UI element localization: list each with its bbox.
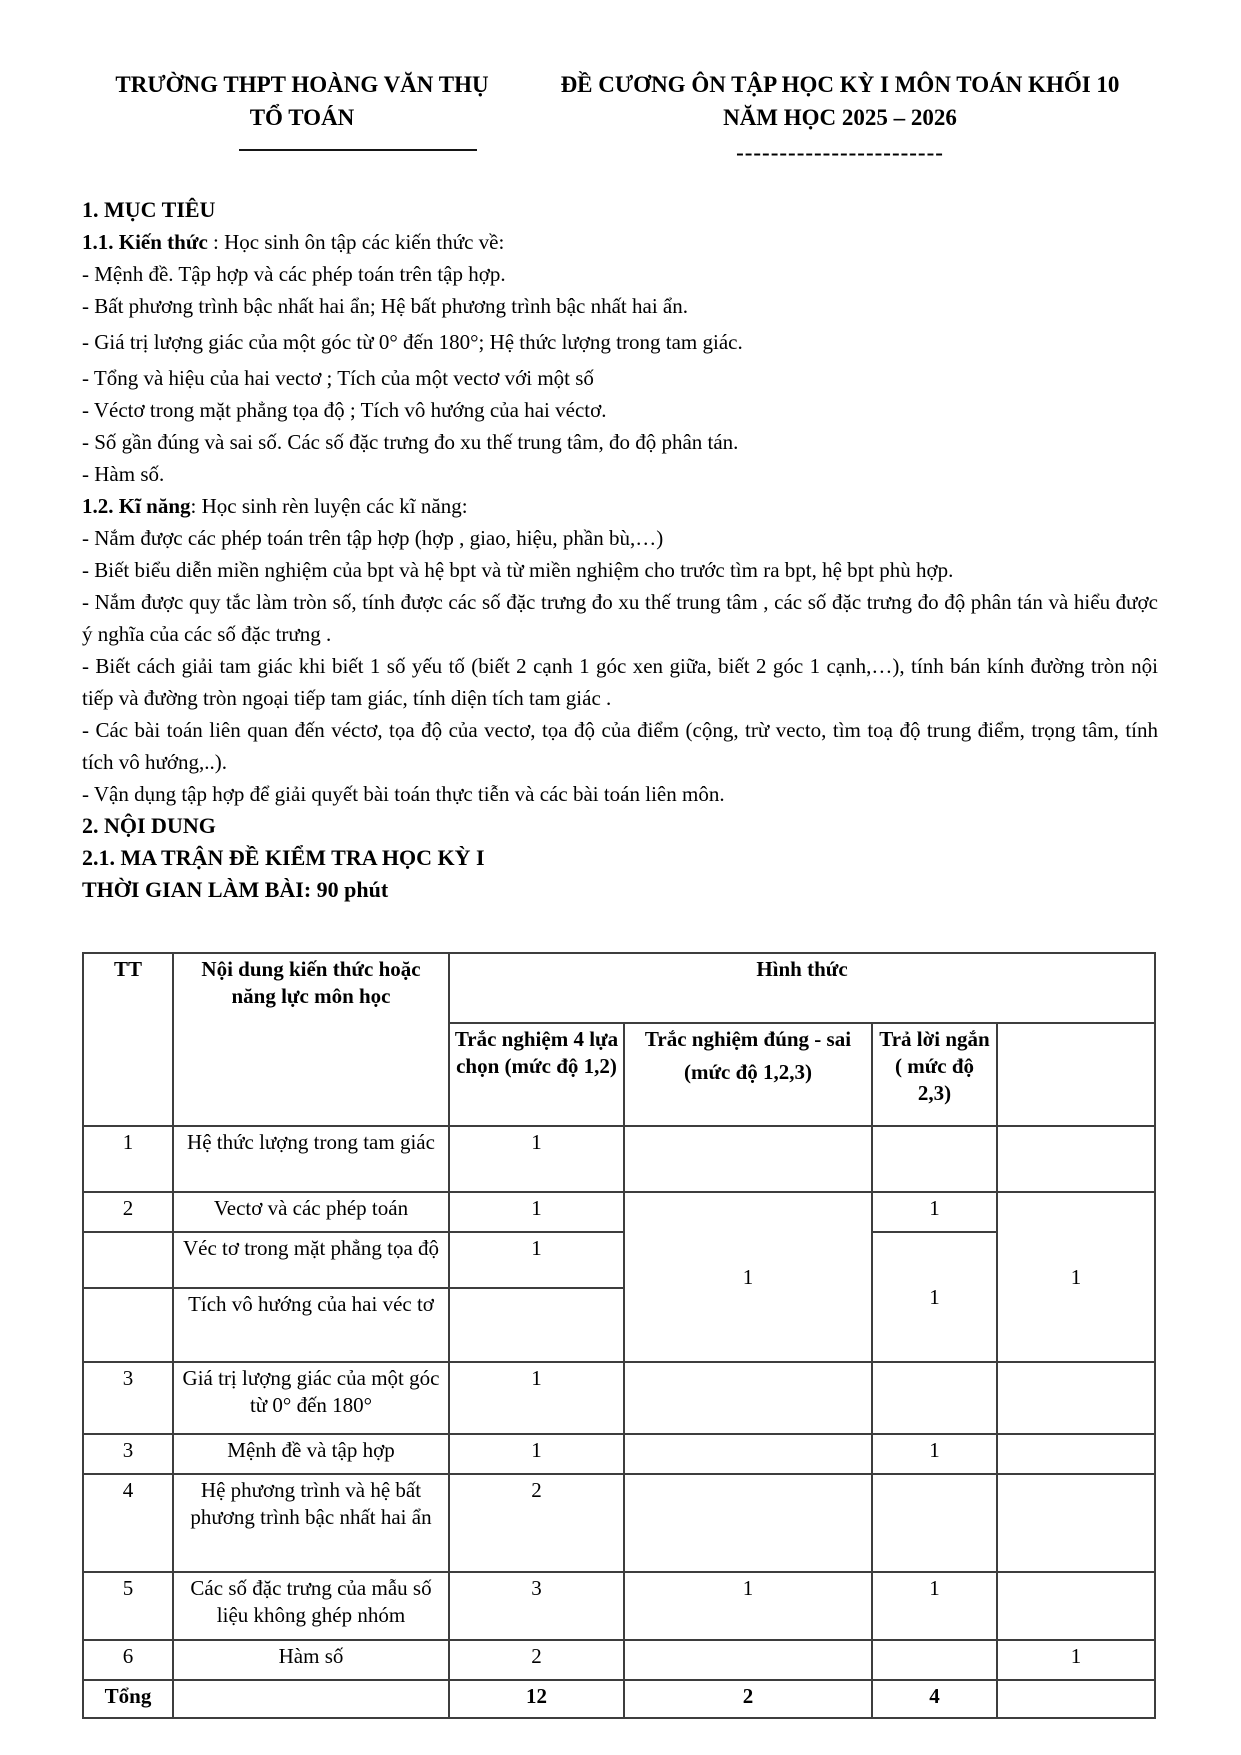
knowledge-intro: : Học sinh ôn tập các kiến thức về: xyxy=(207,230,505,254)
cell-content: Vectơ và các phép toán xyxy=(173,1192,449,1232)
cell-mc4: 1 xyxy=(449,1126,624,1192)
cell-sa: 1 xyxy=(872,1572,997,1640)
cell-content: Véc tơ trong mặt phẳng tọa độ xyxy=(173,1232,449,1288)
table-row xyxy=(83,1362,1155,1434)
table-row xyxy=(83,1232,1155,1288)
cell-content: Hệ thức lượng trong tam giác xyxy=(173,1126,449,1192)
section-2-heading: 2. NỘI DUNG xyxy=(82,813,216,838)
cell-total-tf: 2 xyxy=(624,1680,872,1718)
cell-other xyxy=(997,1474,1155,1572)
table-row xyxy=(83,1640,1155,1680)
cell-sa: 1 xyxy=(872,1192,997,1232)
skills-item: - Nắm được các phép toán trên tập hợp (hợp , giao, hiệu, phần bù,…) xyxy=(82,526,664,550)
table-row xyxy=(83,1126,1155,1192)
skills-item: - Vận dụng tập hợp để giải quyết bài toán thực tiễn và các bài toán liên môn. xyxy=(82,782,725,806)
cell-tt: 4 xyxy=(83,1474,173,1572)
cell-tf xyxy=(624,1362,872,1434)
table-row xyxy=(83,1474,1155,1572)
cell-tf: 1 xyxy=(624,1572,872,1640)
table-row xyxy=(83,1572,1155,1640)
cell-tt xyxy=(83,1232,173,1288)
cell-tf xyxy=(624,1640,872,1680)
table-header-row-1 xyxy=(83,953,1155,1023)
knowledge-label: 1.1. Kiến thức xyxy=(82,230,208,254)
cell-tf-merged: 1 xyxy=(624,1192,872,1362)
skills-item: - Biết biểu diễn miền nghiệm của bpt và hệ bpt và từ miền nghiệm cho trước tìm ra bpt, hệ bpt phù hợp. xyxy=(82,558,954,582)
short-answer-title: Trả lời ngắn xyxy=(879,1027,990,1051)
cell-content: Hệ phương trình và hệ bất phương trình bậc nhất hai ẩn xyxy=(173,1474,449,1572)
cell-mc4: 1 xyxy=(449,1232,624,1288)
cell-mc4 xyxy=(449,1288,624,1362)
header-cell-true-false xyxy=(624,1023,872,1126)
skills-label: 1.2. Kĩ năng xyxy=(82,494,191,518)
knowledge-item: - Hàm số. xyxy=(82,462,165,486)
document-body xyxy=(82,194,1158,906)
document-title: ĐỀ CƯƠNG ÔN TẬP HỌC KỲ I MÔN TOÁN KHỐI 10 xyxy=(560,72,1120,97)
knowledge-item: - Véctơ trong mặt phẳng tọa độ ; Tích vô hướng của hai véctơ. xyxy=(82,398,607,422)
header-cell-blank xyxy=(997,1023,1155,1126)
cell-other xyxy=(997,1572,1155,1640)
cell-content: Mệnh đề và tập hợp xyxy=(173,1434,449,1474)
header-cell-format-group: Hình thức xyxy=(449,953,1155,1023)
cell-sa xyxy=(872,1362,997,1434)
cell-mc4: 1 xyxy=(449,1362,624,1434)
exam-matrix-table xyxy=(82,952,1156,1719)
cell-sa xyxy=(872,1126,997,1192)
school-year: NĂM HỌC 2025 – 2026 xyxy=(723,105,957,130)
header-cell-content: Nội dung kiến thức hoặc năng lực môn học xyxy=(173,953,449,1126)
short-answer-levels: ( mức độ 2,3) xyxy=(894,1054,975,1105)
skills-item: - Biết cách giải tam giác khi biết 1 số yếu tố (biết 2 cạnh 1 góc xen giữa, biết 2 góc 1 cạnh,…), tính bán kính đường tròn nội tiếp và đường tròn ngoại tiếp tam giác, tính diện tích tam giác . xyxy=(82,654,1158,710)
section-1-heading: 1. MỤC TIÊU xyxy=(82,197,216,222)
cell-content: Các số đặc trưng của mẫu số liệu không ghép nhóm xyxy=(173,1572,449,1640)
knowledge-intro-line xyxy=(82,226,1158,258)
cell-content: Hàm số xyxy=(173,1640,449,1680)
skills-intro: : Học sinh rèn luyện các kĩ năng: xyxy=(190,494,468,518)
cell-other xyxy=(997,1126,1155,1192)
cell-mc4: 2 xyxy=(449,1640,624,1680)
cell-other xyxy=(997,1434,1155,1474)
document-header xyxy=(82,68,1158,168)
cell-sa xyxy=(872,1474,997,1572)
cell-total-label: Tổng xyxy=(83,1680,173,1718)
department-name: TỔ TOÁN xyxy=(249,105,355,130)
cell-tf xyxy=(624,1474,872,1572)
cell-other-merged: 1 xyxy=(997,1192,1155,1362)
cell-other xyxy=(997,1362,1155,1434)
skills-item: - Các bài toán liên quan đến véctơ, tọa độ của vectơ, tọa độ của điểm (cộng, trừ vecto, tìm toạ độ trung điểm, trọng tâm, tính tích vô hướng,..). xyxy=(82,718,1158,774)
cell-total-other xyxy=(997,1680,1155,1718)
cell-tt: 5 xyxy=(83,1572,173,1640)
cell-tt xyxy=(83,1288,173,1362)
cell-tf xyxy=(624,1434,872,1474)
header-cell-tt: TT xyxy=(83,953,173,1126)
cell-mc4: 1 xyxy=(449,1434,624,1474)
cell-sa-merged: 1 xyxy=(872,1232,997,1362)
cell-total-sa: 4 xyxy=(872,1680,997,1718)
cell-tt: 3 xyxy=(83,1434,173,1474)
cell-tt: 1 xyxy=(83,1126,173,1192)
knowledge-item: - Số gần đúng và sai số. Các số đặc trưng đo xu thế trung tâm, đo độ phân tán. xyxy=(82,430,739,454)
cell-tf xyxy=(624,1126,872,1192)
cell-mc4: 2 xyxy=(449,1474,624,1572)
cell-total-content xyxy=(173,1680,449,1718)
cell-sa: 1 xyxy=(872,1434,997,1474)
cell-mc4: 1 xyxy=(449,1192,624,1232)
cell-tt: 2 xyxy=(83,1192,173,1232)
section-2-1-heading: 2.1. MA TRẬN ĐỀ KIỂM TRA HỌC KỲ I xyxy=(82,845,485,870)
header-title-block xyxy=(522,68,1158,168)
table-total-row xyxy=(83,1680,1155,1718)
cell-tt: 3 xyxy=(83,1362,173,1434)
header-underline xyxy=(239,149,477,151)
cell-other: 1 xyxy=(997,1640,1155,1680)
cell-content: Giá trị lượng giác của một góc từ 0° đến 180° xyxy=(173,1362,449,1434)
knowledge-item: - Tổng và hiệu của hai vectơ ; Tích của một vectơ với một số xyxy=(82,366,594,390)
knowledge-item: - Mệnh đề. Tập hợp và các phép toán trên tập hợp. xyxy=(82,262,506,286)
knowledge-item: - Bất phương trình bậc nhất hai ẩn; Hệ bất phương trình bậc nhất hai ẩn. xyxy=(82,294,688,318)
header-school-block xyxy=(82,68,522,168)
skills-intro-line xyxy=(82,490,1158,522)
skills-item: - Nắm được quy tắc làm tròn số, tính được các số đặc trưng đo xu thế trung tâm , các số đặc trưng đo độ phân tán và hiểu được ý nghĩa của các số đặc trưng . xyxy=(82,590,1158,646)
table-row xyxy=(83,1434,1155,1474)
true-false-levels: (mức độ 1,2,3) xyxy=(683,1060,813,1084)
cell-content: Tích vô hướng của hai véc tơ xyxy=(173,1288,449,1362)
cell-total-mc4: 12 xyxy=(449,1680,624,1718)
school-name: TRƯỜNG THPT HOÀNG VĂN THỤ xyxy=(115,72,489,97)
header-cell-short-answer xyxy=(872,1023,997,1126)
true-false-title: Trắc nghiệm đúng - sai xyxy=(644,1027,852,1051)
knowledge-item: - Giá trị lượng giác của một góc từ 0° đến 180°; Hệ thức lượng trong tam giác. xyxy=(82,330,743,354)
table-row xyxy=(83,1192,1155,1232)
dashed-divider: ------------------------ xyxy=(736,140,944,165)
cell-sa xyxy=(872,1640,997,1680)
header-cell-mc4: Trắc nghiệm 4 lựa chọn (mức độ 1,2) xyxy=(449,1023,624,1126)
cell-tt: 6 xyxy=(83,1640,173,1680)
cell-mc4: 3 xyxy=(449,1572,624,1640)
duration-line: THỜI GIAN LÀM BÀI: 90 phút xyxy=(82,877,389,902)
